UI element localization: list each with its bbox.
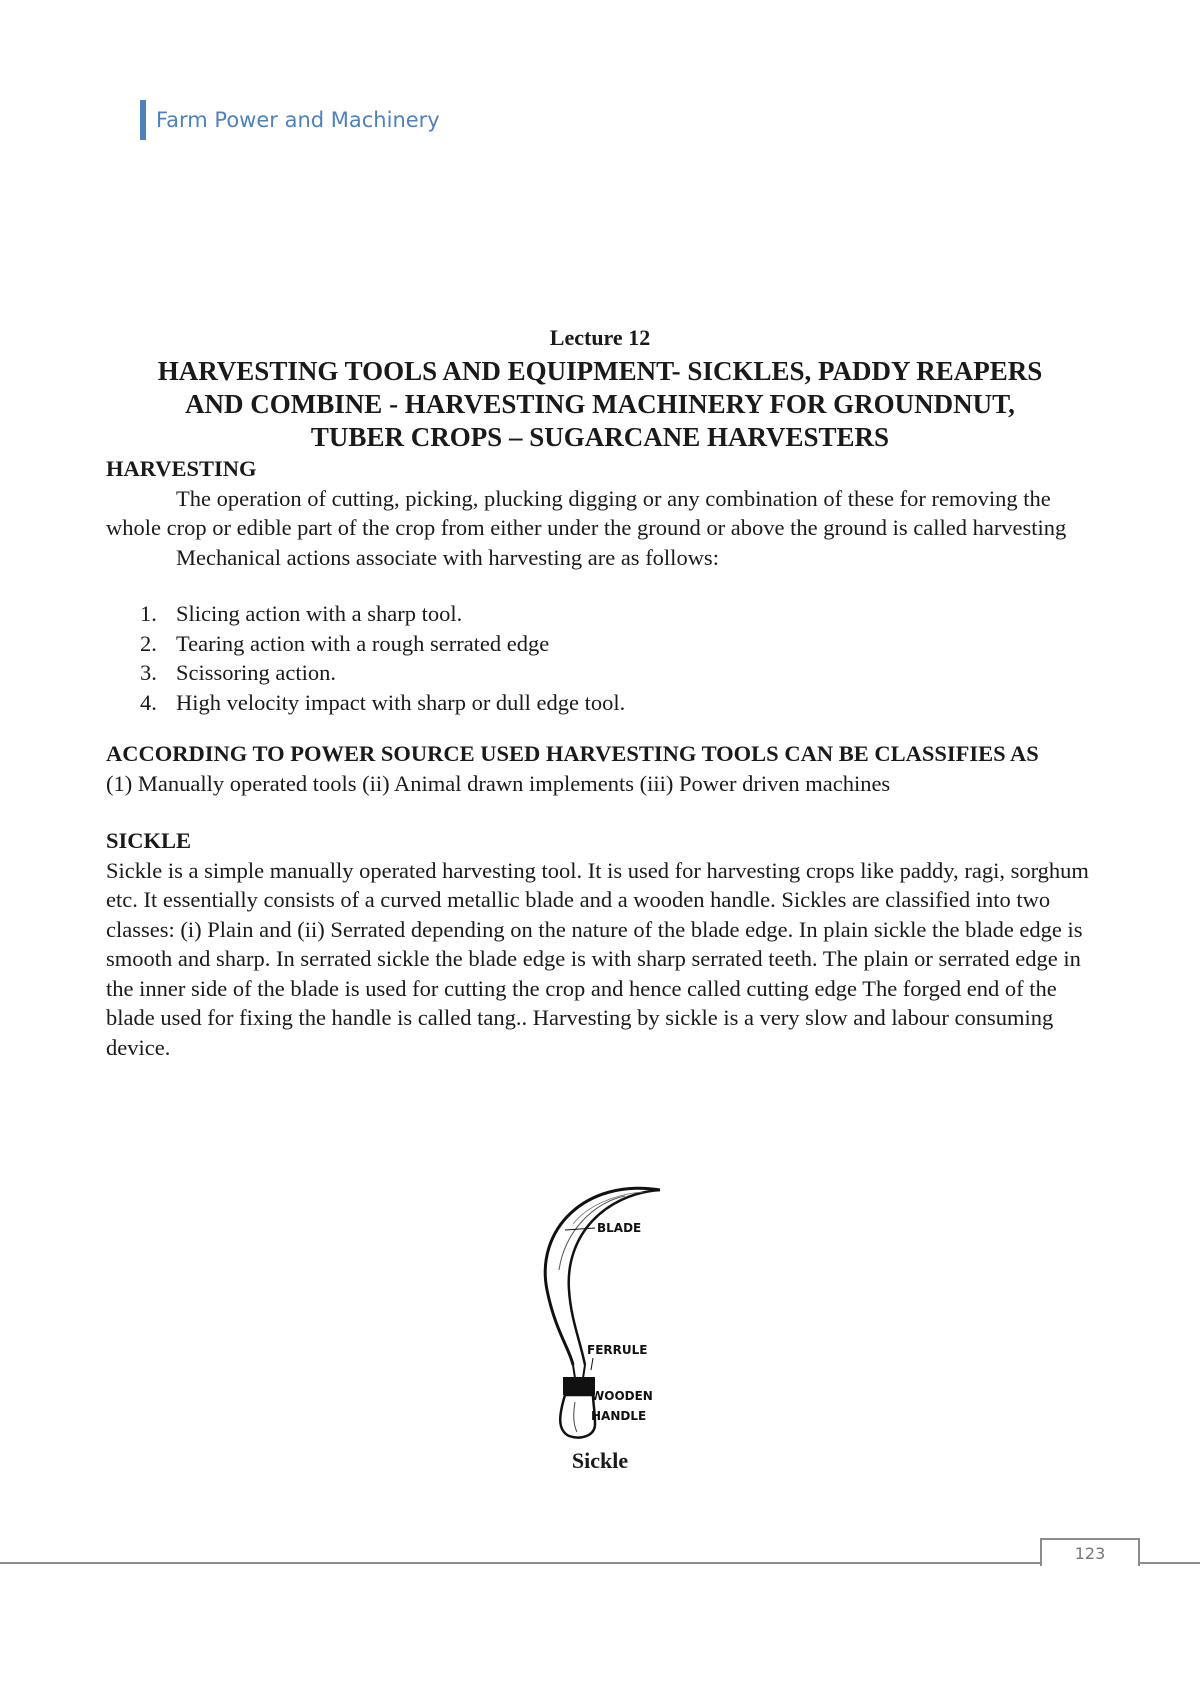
page-number-box	[1040, 1538, 1140, 1566]
list-item	[140, 629, 1096, 659]
list-item-number: 3.	[140, 660, 157, 685]
page-number: 123	[1074, 1544, 1106, 1563]
footer-rule	[0, 1562, 1200, 1564]
list-item	[140, 688, 1096, 718]
list-item-text: Tearing action with a rough serrated edge	[176, 630, 550, 656]
main-content	[106, 454, 1096, 1062]
list-item-number: 4.	[140, 689, 157, 715]
ferrule-leader-line	[591, 1358, 593, 1370]
sickle-illustration	[525, 1180, 685, 1440]
blade-label: BLADE	[597, 1221, 642, 1235]
list-item-number: 2.	[140, 630, 157, 656]
sickle-figure	[525, 1180, 685, 1440]
classification-heading: ACCORDING TO POWER SOURCE USED HARVESTING TOOLS CAN BE CLASSIFIES AS	[106, 741, 1039, 766]
harvesting-heading: HARVESTING	[106, 456, 257, 481]
list-item-text: High velocity impact with sharp or dull edge tool.	[176, 689, 626, 715]
sickle-description: Sickle is a simple manually operated harvesting tool. It is used for harvesting crops like paddy, ragi, sorghum etc. It essentially consists of a curved metallic blade and a wooden handle. Sickles are classified into two classes: (i) Plain and (ii) Serrated depending on the nature of the blade edge. In plain sickle the blade edge is smooth and sharp. In serrated sickle the blade edge is with sharp serrated teeth. The plain or serrated edge in the inner side of the blade is used for cutting the crop and hence called cutting edge The forged end of the blade used for fixing the handle is called tang.. Harvesting by sickle is a very slow and labour consuming device.	[106, 857, 1089, 1060]
running-header	[140, 100, 440, 140]
list-item-text: Slicing action with a sharp tool.	[176, 601, 463, 626]
sickle-blade-inner	[569, 1190, 660, 1365]
wooden-handle-label-line2: HANDLE	[591, 1409, 647, 1423]
ferrule-label: FERRULE	[587, 1343, 648, 1357]
actions-intro: Mechanical actions associate with harvesting are as follows:	[176, 544, 719, 570]
mechanical-actions-list	[106, 599, 1096, 717]
running-header-title: Farm Power and Machinery	[156, 108, 440, 132]
lecture-title-line: HARVESTING TOOLS AND EQUIPMENT- SICKLES, PADDY REAPERS	[157, 356, 1043, 386]
wooden-handle-label-line1: WOODEN	[591, 1389, 653, 1403]
sickle-handle	[560, 1395, 595, 1438]
list-item-text: Scissoring action.	[176, 660, 336, 685]
sickle-tang	[573, 1365, 585, 1378]
lecture-title-line: TUBER CROPS – SUGARCANE HARVESTERS	[310, 422, 890, 452]
list-item	[140, 658, 1096, 688]
list-item	[140, 599, 1096, 629]
lecture-label: Lecture 12	[549, 325, 651, 350]
lecture-title-line: AND COMBINE - HARVESTING MACHINERY FOR GROUNDNUT,	[185, 389, 1015, 419]
harvesting-definition: The operation of cutting, picking, plucking digging or any combination of these for removing the whole crop or edible part of the crop from either under the ground or above the ground is called harvesting	[106, 485, 1067, 540]
blade-leader-line	[565, 1228, 595, 1230]
sickle-blade-outer	[545, 1188, 660, 1365]
figure-caption: Sickle	[571, 1448, 629, 1473]
lecture-title	[110, 355, 1090, 454]
classification-text: (1) Manually operated tools (ii) Animal drawn implements (iii) Power driven machines	[106, 770, 891, 796]
sickle-heading: SICKLE	[106, 828, 192, 853]
list-item-number: 1.	[140, 601, 157, 626]
